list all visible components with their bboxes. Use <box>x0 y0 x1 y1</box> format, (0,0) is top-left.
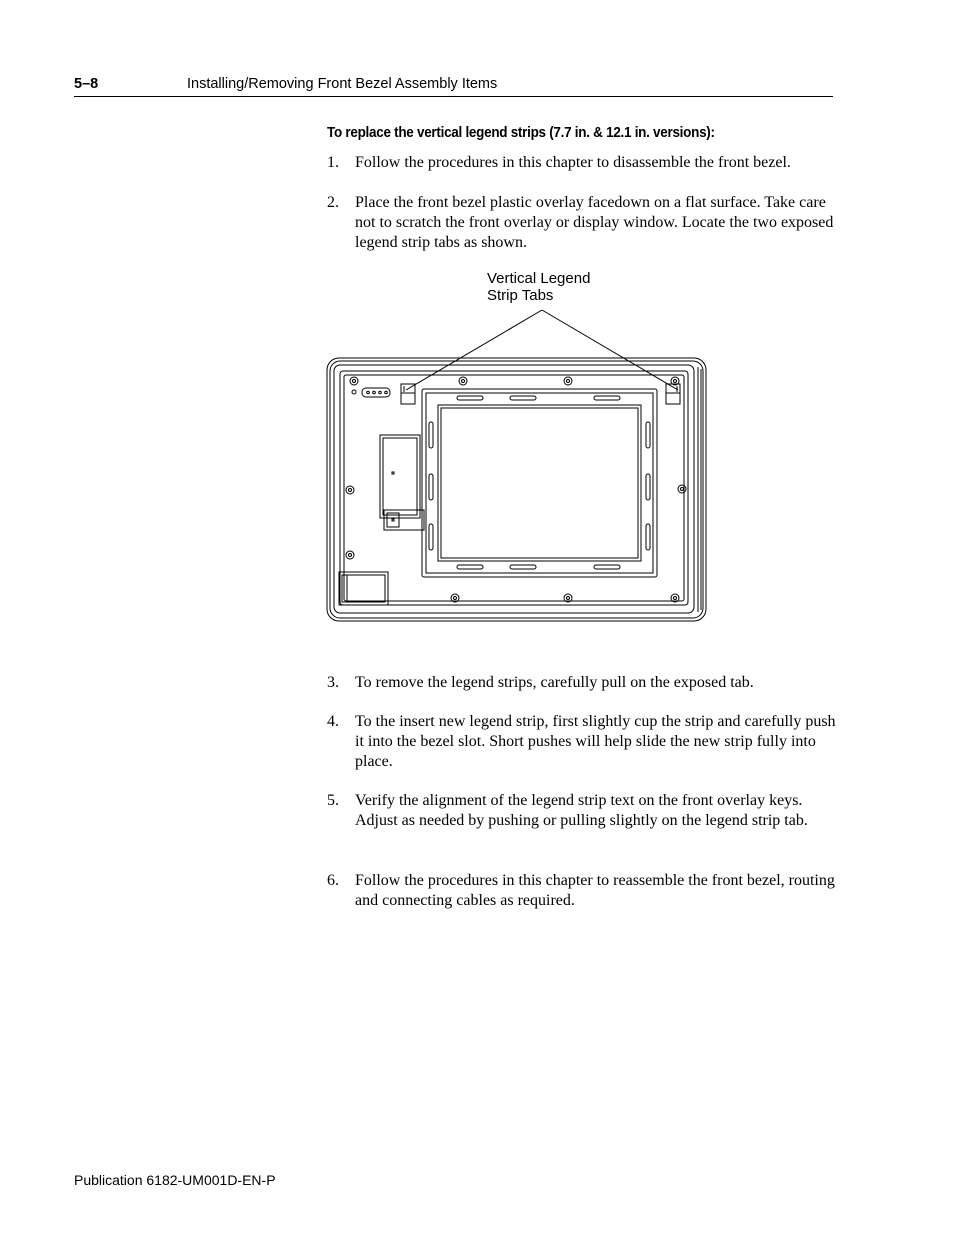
callout-label: Vertical Legend Strip Tabs <box>487 270 591 304</box>
step-text: Follow the procedures in this chapter to reassemble the front bezel, routing and connecting cables as required. <box>355 872 835 909</box>
bezel-diagram <box>320 262 720 627</box>
step-text: To the insert new legend strip, first slightly cup the strip and carefully push it into the bezel slot. Short pushes will help slide the new strip fully into place. <box>355 713 836 770</box>
step-text: Verify the alignment of the legend strip text on the front overlay keys. Adjust as needed by pushing or pulling slightly on the legend strip tab. <box>355 792 808 829</box>
step-number: 3. <box>327 674 339 691</box>
publication-footer: Publication 6182-UM001D-EN-P <box>74 1172 276 1188</box>
bezel-drawing <box>320 262 720 627</box>
section-title: Installing/Removing Front Bezel Assembly Items <box>187 76 498 92</box>
page-header <box>74 74 833 97</box>
step-text: Place the front bezel plastic overlay facedown on a flat surface. Take care not to scratch the front overlay or display window. Locate the two exposed legend strip tabs as shown. <box>355 194 834 251</box>
step-number: 2. <box>327 194 339 211</box>
legend-strip-tab-left <box>401 384 415 404</box>
connector-block <box>380 435 420 518</box>
display-window <box>438 405 641 561</box>
callout-leader-left <box>406 310 542 390</box>
display-frame <box>422 389 657 577</box>
page-number: 5–8 <box>74 76 99 92</box>
step-number: 6. <box>327 872 339 889</box>
callout-leader-right <box>542 310 678 390</box>
step-number: 1. <box>327 154 339 171</box>
step-number: 4. <box>327 713 339 730</box>
procedure-heading: To replace the vertical legend strips (7.7 in. & 12.1 in. versions): <box>327 125 715 141</box>
step-text: To remove the legend strips, carefully pull on the exposed tab. <box>355 674 754 691</box>
screw-bosses <box>346 377 686 602</box>
step-number: 5. <box>327 792 339 809</box>
step-text: Follow the procedures in this chapter to disassemble the front bezel. <box>355 154 791 171</box>
bottom-left-cutout <box>339 572 388 605</box>
